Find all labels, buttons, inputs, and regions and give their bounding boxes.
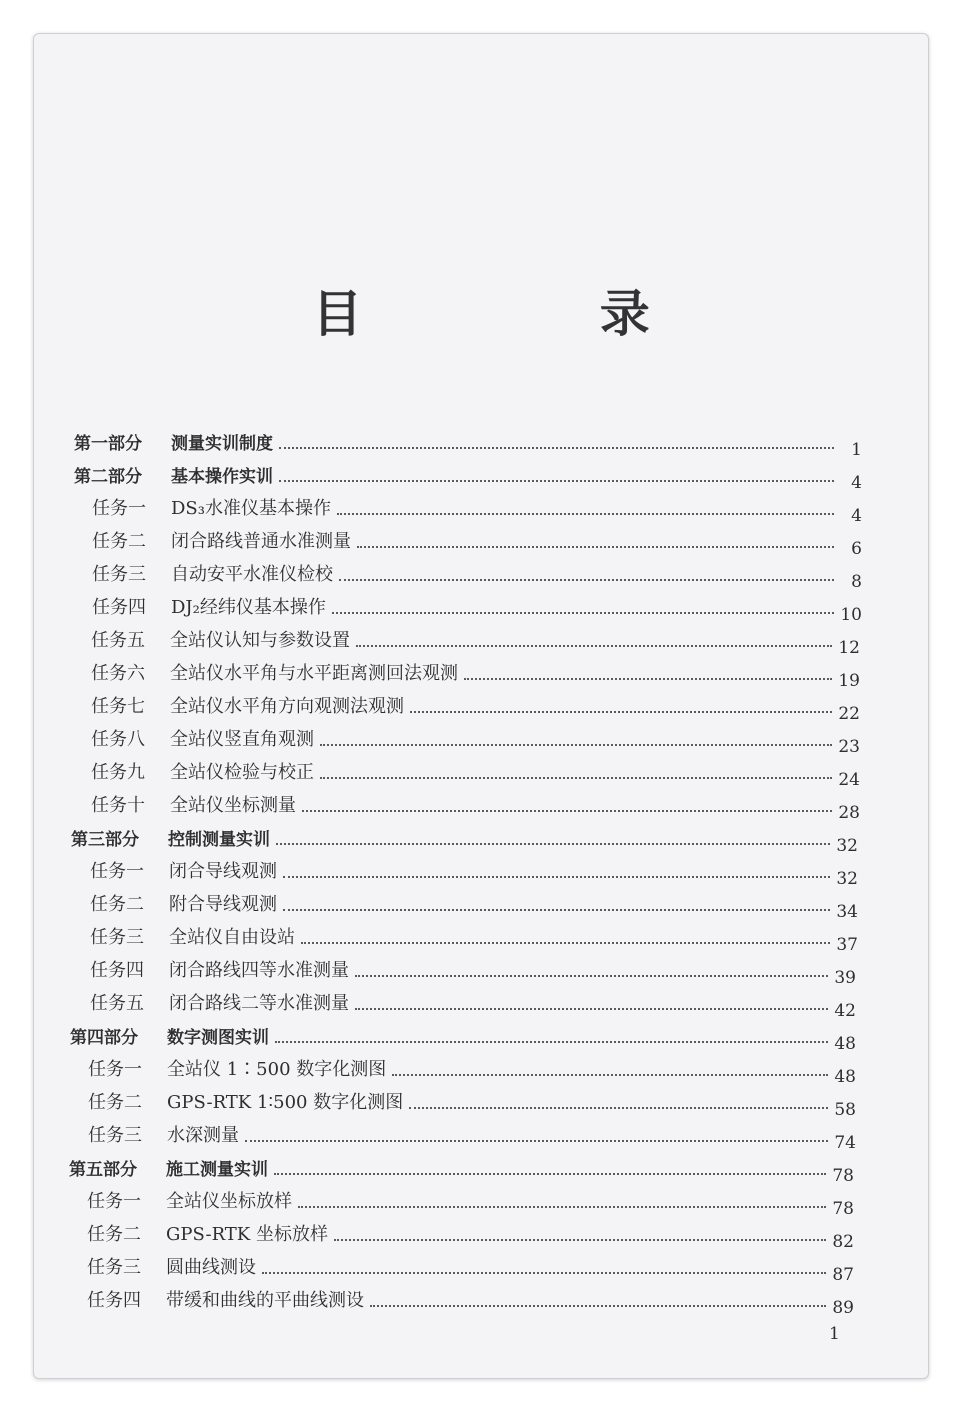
toc-entry-page: 78 xyxy=(832,1166,854,1186)
toc-entry-title: DJ₂经纬仪基本操作 xyxy=(171,597,326,618)
toc-entry-page: 19 xyxy=(838,671,860,691)
toc-entry xyxy=(91,721,860,757)
toc-entry-page: 10 xyxy=(840,605,862,625)
toc-entry-title: 全站仪坐标测量 xyxy=(170,795,296,816)
toc-entry-number: 任务九 xyxy=(91,762,145,783)
toc-leader-dots xyxy=(392,1074,828,1076)
toc-entry-page: 82 xyxy=(832,1232,854,1252)
toc-entry xyxy=(71,820,858,856)
toc-entry-number: 任务一 xyxy=(90,861,144,882)
toc-entry-number: 任务八 xyxy=(91,729,145,750)
toc-leader-dots xyxy=(370,1305,826,1307)
toc-entry-title: 测量实训制度 xyxy=(171,434,273,454)
toc-leader-dots xyxy=(355,975,828,977)
toc-entry-title: 附合导线观测 xyxy=(169,894,277,915)
toc-entry-title: 全站仪竖直角观测 xyxy=(170,729,314,750)
toc-leader-dots xyxy=(357,546,834,548)
toc-entry-number: 任务一 xyxy=(92,498,146,519)
toc-entry-number: 任务二 xyxy=(92,531,146,552)
toc-entry-number: 任务三 xyxy=(92,564,146,585)
toc-entry xyxy=(88,1117,856,1153)
toc-leader-dots xyxy=(334,1239,826,1241)
toc-entry-number: 任务七 xyxy=(91,696,145,717)
toc-entry-title: 圆曲线测设 xyxy=(166,1257,256,1278)
toc-entry-number: 任务十 xyxy=(91,795,145,816)
toc-entry-page: 32 xyxy=(836,869,858,889)
toc-entry-title: 带缓和曲线的平曲线测设 xyxy=(166,1290,364,1311)
toc-leader-dots xyxy=(302,810,832,812)
toc-entry xyxy=(92,589,862,625)
toc-entry-title: 自动安平水准仪检校 xyxy=(171,564,333,585)
toc-leader-dots xyxy=(339,579,834,581)
toc-entry-title: 全站仪坐标放样 xyxy=(166,1191,292,1212)
page-title: 目 录 xyxy=(312,285,760,343)
toc-entry-number: 第四部分 xyxy=(70,1028,138,1048)
toc-entry-number: 任务一 xyxy=(88,1059,142,1080)
toc-entry-title: GPS-RTK 坐标放样 xyxy=(166,1224,328,1245)
toc-entry xyxy=(90,985,856,1021)
toc-leader-dots xyxy=(298,1206,826,1208)
toc-entry-page: 34 xyxy=(836,902,858,922)
toc-entry xyxy=(87,1249,854,1285)
toc-entry-title: 数字测图实训 xyxy=(167,1028,269,1048)
toc-entry-title: 全站仪自由设站 xyxy=(169,927,295,948)
toc-entry-number: 任务二 xyxy=(87,1224,141,1245)
toc-entry-title: 控制测量实训 xyxy=(168,830,270,850)
toc-entry xyxy=(91,622,860,658)
toc-entry xyxy=(92,490,862,526)
toc-entry xyxy=(70,1018,856,1054)
toc-entry-title: 全站仪水平角与水平距离测回法观测 xyxy=(170,663,458,684)
toc-entry-title: 闭合路线四等水准测量 xyxy=(169,960,349,981)
toc-leader-dots xyxy=(262,1272,826,1274)
toc-entry-page: 58 xyxy=(834,1100,856,1120)
toc-leader-dots xyxy=(283,876,830,878)
toc-entry-title: DS₃水准仪基本操作 xyxy=(171,498,331,519)
toc-entry-title: 基本操作实训 xyxy=(171,467,273,487)
toc-entry-number: 第五部分 xyxy=(69,1160,137,1180)
toc-entry xyxy=(90,919,858,955)
toc-entry-number: 任务三 xyxy=(87,1257,141,1278)
toc-entry-page: 37 xyxy=(836,935,858,955)
toc-leader-dots xyxy=(275,1041,828,1043)
toc-entry-page: 4 xyxy=(851,473,862,493)
toc-entry-page: 1 xyxy=(851,440,862,460)
toc-entry xyxy=(87,1282,854,1318)
toc-entry xyxy=(90,886,858,922)
toc-entry xyxy=(91,754,860,790)
toc-entry-title: 闭合导线观测 xyxy=(169,861,277,882)
toc-leader-dots xyxy=(464,678,832,680)
toc-entry xyxy=(90,952,856,988)
toc-entry-page: 48 xyxy=(834,1067,856,1087)
toc-leader-dots xyxy=(337,513,834,515)
toc-entry-page: 39 xyxy=(834,968,856,988)
toc-entry-number: 任务五 xyxy=(91,630,145,651)
toc-entry-page: 22 xyxy=(838,704,860,724)
toc-entry-page: 6 xyxy=(851,539,862,559)
toc-entry-title: 全站仪 1∶500 数字化测图 xyxy=(167,1059,387,1080)
toc-entry-page: 89 xyxy=(832,1298,854,1318)
toc-entry-title: 全站仪认知与参数设置 xyxy=(170,630,350,651)
toc-entry-number: 任务四 xyxy=(90,960,144,981)
toc-entry xyxy=(74,424,862,460)
toc-entry-title: 全站仪水平角方向观测法观测 xyxy=(170,696,404,717)
toc-entry-title: 闭合路线普通水准测量 xyxy=(171,531,351,552)
toc-leader-dots xyxy=(356,645,832,647)
toc-entry-title: GPS-RTK 1∶500 数字化测图 xyxy=(167,1092,404,1113)
toc-leader-dots xyxy=(409,1107,828,1109)
toc-entry-number: 任务五 xyxy=(90,993,144,1014)
toc-entry xyxy=(87,1216,854,1252)
toc-entry xyxy=(69,1150,854,1186)
toc-leader-dots xyxy=(276,843,830,845)
page-number: 1 xyxy=(829,1324,840,1344)
toc-entry-title: 闭合路线二等水准测量 xyxy=(169,993,349,1014)
toc-leader-dots xyxy=(320,777,832,779)
toc-entry xyxy=(74,457,862,493)
document-page xyxy=(33,33,929,1379)
toc-entry xyxy=(92,523,862,559)
toc-entry-number: 第二部分 xyxy=(74,467,142,487)
toc-leader-dots xyxy=(274,1173,826,1175)
toc-entry xyxy=(91,655,860,691)
toc-entry-page: 48 xyxy=(834,1034,856,1054)
toc-entry-number: 任务二 xyxy=(88,1092,142,1113)
toc-entry-number: 任务四 xyxy=(87,1290,141,1311)
toc-entry-number: 任务六 xyxy=(91,663,145,684)
toc-leader-dots xyxy=(279,480,834,482)
toc-leader-dots xyxy=(283,909,830,911)
toc-entry xyxy=(90,853,858,889)
toc-entry xyxy=(91,787,860,823)
toc-entry-title: 全站仪检验与校正 xyxy=(170,762,314,783)
toc-leader-dots xyxy=(332,612,834,614)
toc-entry xyxy=(92,556,862,592)
toc-entry-number: 任务四 xyxy=(92,597,146,618)
toc-entry-number: 任务一 xyxy=(87,1191,141,1212)
toc-entry-number: 任务二 xyxy=(90,894,144,915)
toc-entry xyxy=(88,1051,856,1087)
toc-leader-dots xyxy=(279,447,834,449)
toc-entry-number: 第三部分 xyxy=(71,830,139,850)
toc-leader-dots xyxy=(355,1008,828,1010)
toc-entry-page: 28 xyxy=(838,803,860,823)
toc-leader-dots xyxy=(245,1140,828,1142)
toc-leader-dots xyxy=(301,942,830,944)
toc-entry-title: 水深测量 xyxy=(167,1125,239,1146)
toc-entry-page: 4 xyxy=(851,506,862,526)
toc-leader-dots xyxy=(320,744,832,746)
toc-entry xyxy=(91,688,860,724)
toc-entry xyxy=(87,1183,854,1219)
toc-entry-number: 第一部分 xyxy=(74,434,142,454)
toc-entry-number: 任务三 xyxy=(88,1125,142,1146)
toc-entry-page: 42 xyxy=(834,1001,856,1021)
toc-entry-number: 任务三 xyxy=(90,927,144,948)
toc-entry-page: 78 xyxy=(832,1199,854,1219)
toc-entry-page: 12 xyxy=(838,638,860,658)
toc-entry-page: 32 xyxy=(836,836,858,856)
toc-entry-page: 23 xyxy=(838,737,860,757)
toc-entry xyxy=(88,1084,856,1120)
toc-entry-title: 施工测量实训 xyxy=(166,1160,268,1180)
table-of-contents xyxy=(34,34,928,1378)
toc-entry-page: 74 xyxy=(834,1133,856,1153)
toc-entry-page: 8 xyxy=(851,572,862,592)
toc-entry-page: 24 xyxy=(838,770,860,790)
toc-leader-dots xyxy=(410,711,832,713)
toc-entry-page: 87 xyxy=(832,1265,854,1285)
